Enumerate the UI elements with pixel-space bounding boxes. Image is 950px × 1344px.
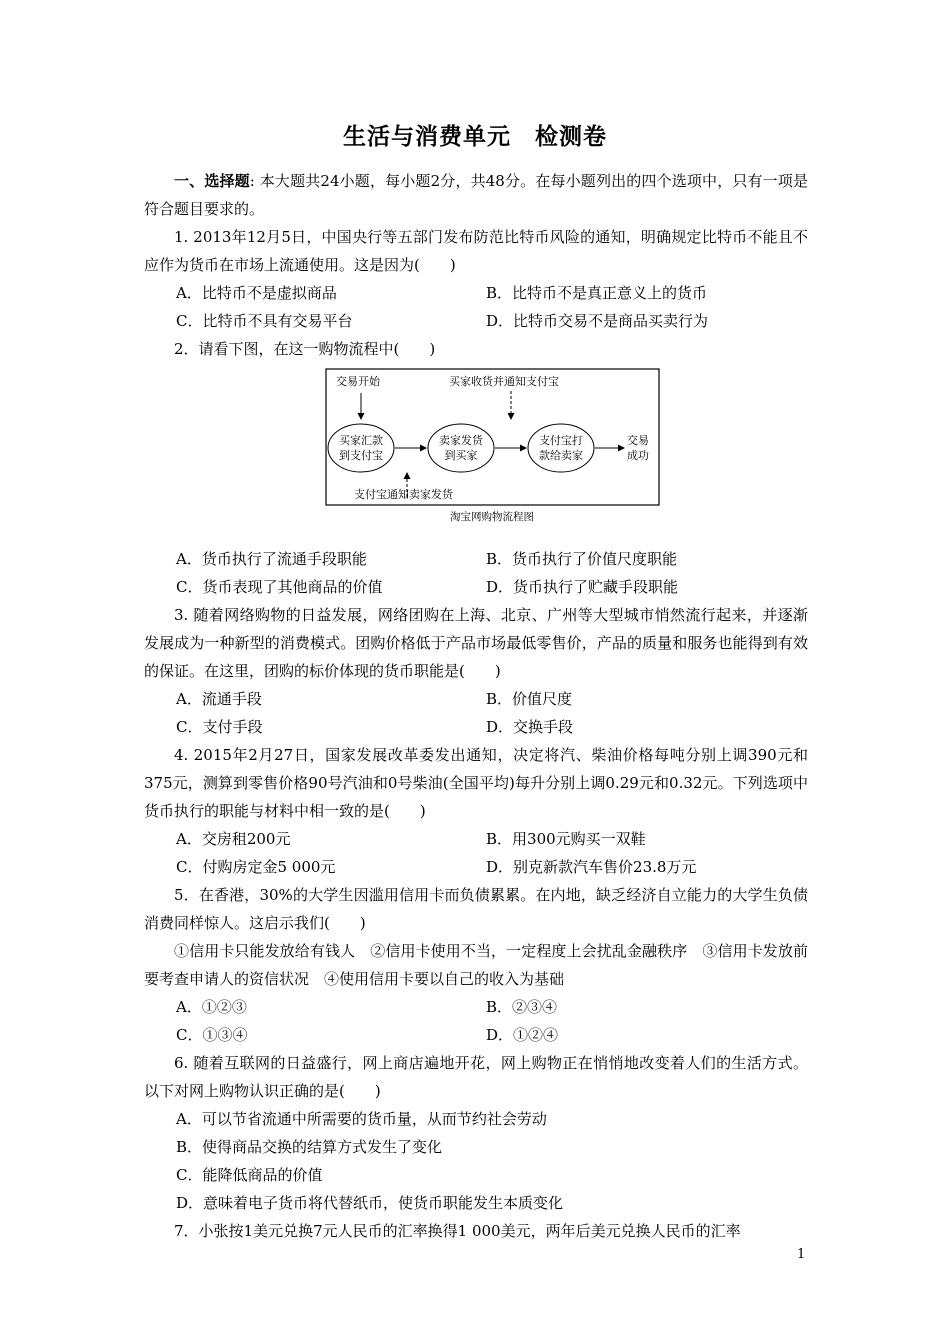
option: D．别克新款汽车售价23.8万元 xyxy=(486,858,697,876)
flow-bottom-note: 支付宝通知卖家发货 xyxy=(354,488,453,501)
option: C．①③④ xyxy=(176,1026,248,1044)
section-heading xyxy=(144,167,808,223)
option: A．可以节省流通中所需要的货币量，从而节约社会劳动 xyxy=(176,1110,547,1128)
flow-diagram xyxy=(324,367,664,545)
figure-caption: 淘宝网购物流程图 xyxy=(450,511,534,523)
option: A．比特币不是虚拟商品 xyxy=(176,284,337,302)
exam-content xyxy=(144,167,808,1245)
option: B．货币执行了价值尺度职能 xyxy=(486,550,678,568)
option: D．货币执行了贮藏手段职能 xyxy=(486,578,679,596)
option: D．交换手段 xyxy=(486,718,574,736)
option: D．比特币交易不是商品买卖行为 xyxy=(486,312,709,330)
option: B．使得商品交换的结算方式发生了变化 xyxy=(176,1138,443,1156)
question-stem: 6. 随着互联网的日益盛行，网上商店遍地开花，网上购物正在悄悄地改变着人们的生活方式。以下对网上购物认识正确的是( ) xyxy=(144,1054,808,1100)
section-label: 一、选择题 xyxy=(174,172,250,190)
option: B．比特币不是真正意义上的货币 xyxy=(486,284,708,302)
option: B．②③④ xyxy=(486,998,558,1016)
option-list xyxy=(144,1105,808,1217)
option: C．付购房定金5 000元 xyxy=(176,858,336,876)
node3-line2: 款给卖家 xyxy=(539,449,583,462)
question-stem: 3. 随着网络购物的日益发展，网络团购在上海、北京、广州等大型城市悄然流行起来，并逐渐发展成为一种新型的消费模式。团购价格低于产品市场最低零售价，产品的质量和服务也能得到有效的保证。在这里，团购的标价体现的货币职能是( ) xyxy=(144,606,808,680)
option: A．①②③ xyxy=(176,998,247,1016)
flow-node-3 xyxy=(528,424,594,472)
question-stem: 2．请看下图，在这一购物流程中( ) xyxy=(174,340,436,358)
option-list xyxy=(144,825,808,881)
question-stem: 5．在香港，30%的大学生因滥用信用卡而负债累累。在内地，缺乏经济自立能力的大学生负债消费同样惊人。这启示我们( ) xyxy=(144,886,808,932)
flow-node-1 xyxy=(328,424,394,472)
option-list xyxy=(144,545,808,601)
flow-start-label: 交易开始 xyxy=(336,375,380,388)
option: A．交房租200元 xyxy=(176,830,291,848)
option: B．用300元购买一双鞋 xyxy=(486,830,646,848)
question-stem: 4. 2015年2月27日，国家发展改革委发出通知，决定将汽、柴油价格每吨分别上调390元和375元，测算到零售价格90号汽油和0号柴油(全国平均)每升分别上调0.29元和0.32元。下列选项中货币执行的职能与材料中相一致的是( ) xyxy=(144,746,808,820)
option: C．比特币不具有交易平台 xyxy=(176,312,353,330)
flow-node-2 xyxy=(428,424,494,472)
node3-line1: 支付宝打 xyxy=(539,434,583,447)
page-number: 1 xyxy=(797,1247,806,1262)
flow-end-line2: 成功 xyxy=(627,449,649,462)
option: C．支付手段 xyxy=(176,718,263,736)
option: B．价值尺度 xyxy=(486,690,573,708)
page-title: 生活与消费单元 检测卷 xyxy=(343,124,607,150)
option-list xyxy=(144,279,808,335)
option: C．货币表现了其他商品的价值 xyxy=(176,578,383,596)
flow-top-note: 买家收货并通知支付宝 xyxy=(449,375,559,388)
node1-line1: 买家汇款 xyxy=(339,434,383,447)
flow-figure xyxy=(144,367,808,545)
option: A．货币执行了流通手段职能 xyxy=(176,550,367,568)
option: D．意味着电子货币将代替纸币，使货币职能发生本质变化 xyxy=(176,1194,564,1212)
flow-end-line1: 交易 xyxy=(627,434,649,447)
option: C．能降低商品的价值 xyxy=(176,1166,323,1184)
question-material: ①信用卡只能发放给有钱人 ②信用卡使用不当，一定程度上会扰乱金融秩序 ③信用卡发放前要考查申请人的资信状况 ④使用信用卡要以自己的收入为基础 xyxy=(144,942,808,988)
question-stem: 1. 2013年12月5日，中国央行等五部门发布防范比特币风险的通知，明确规定比特币不能且不应作为货币在市场上流通使用。这是因为( ) xyxy=(144,228,808,274)
node1-line2: 到支付宝 xyxy=(339,449,383,462)
option: A．流通手段 xyxy=(176,690,262,708)
node2-line2: 到买家 xyxy=(444,449,478,462)
option-list xyxy=(144,685,808,741)
section-desc: : 本大题共24小题，每小题2分，共48分。在每小题列出的四个选项中，只有一项是符合题目要求的。 xyxy=(144,172,808,218)
question-stem: 7．小张按1美元兑换7元人民币的汇率换得1 000美元，两年后美元兑换人民币的汇率 xyxy=(174,1222,741,1240)
node2-line1: 卖家发货 xyxy=(439,434,483,447)
option-list xyxy=(144,993,808,1049)
option: D．①②④ xyxy=(486,1026,559,1044)
